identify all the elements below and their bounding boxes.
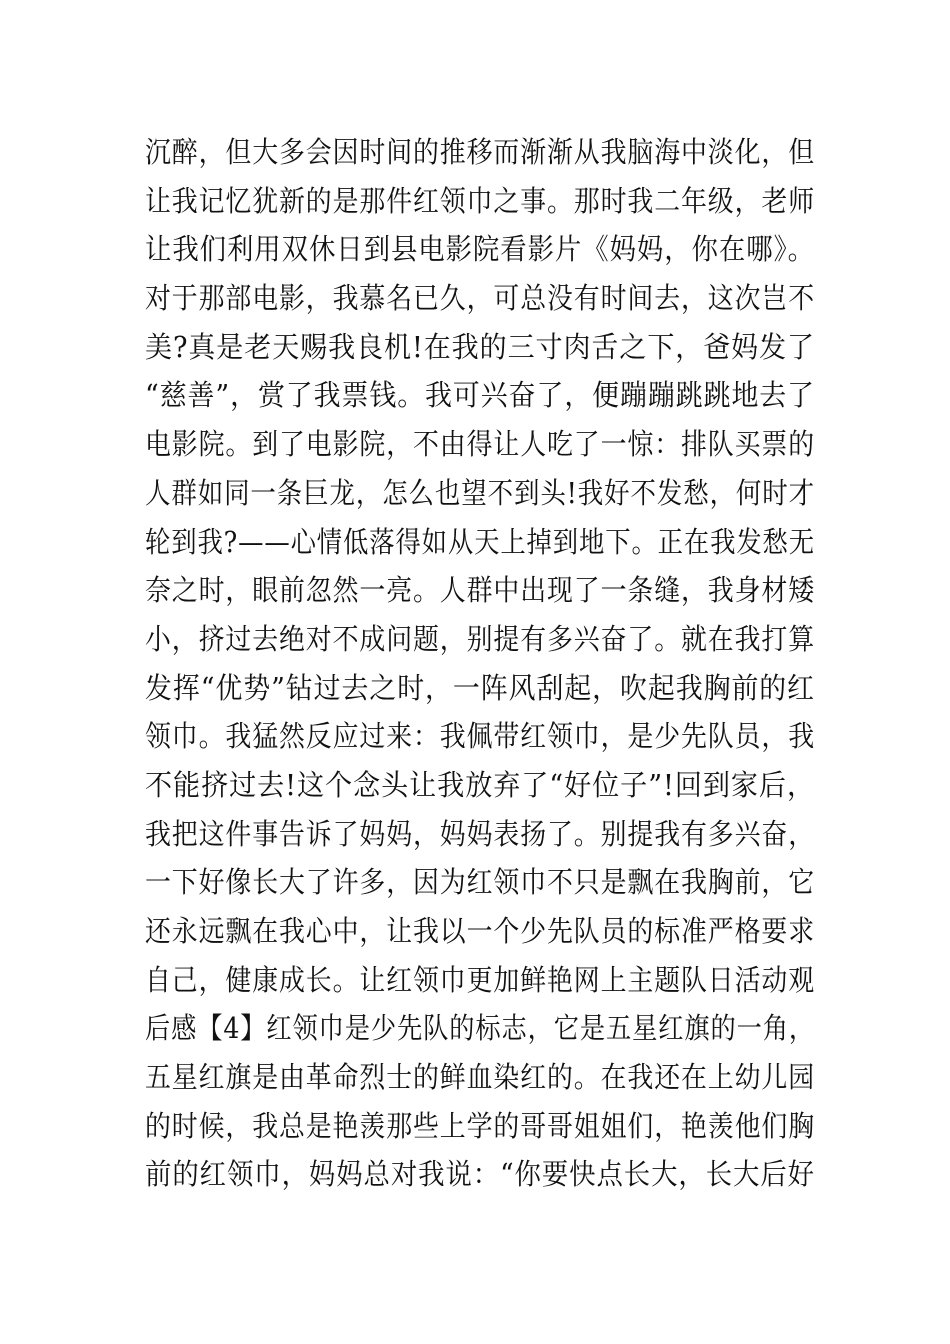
text-line: 前的红领巾，妈妈总对我说：“你要快点长大，长大后好 (145, 1157, 815, 1192)
text-line: 不能挤过去!这个念头让我放弃了“好位子”!回到家后， (145, 767, 815, 802)
text-line: 我把这件事告诉了妈妈，妈妈表扬了。别提我有多兴奋， (145, 816, 815, 851)
text-line: 奈之时，眼前忽然一亮。人群中出现了一条缝，我身材矮 (145, 573, 815, 608)
text-line: 对于那部电影，我慕名已久，可总没有时间去，这次岂不 (145, 281, 815, 316)
text-line: 轮到我?——心情低落得如从天上掉到地下。正在我发愁无 (145, 524, 815, 559)
text-line: “慈善”，赏了我票钱。我可兴奋了，便蹦蹦跳跳地去了 (145, 378, 815, 413)
text-line: 让我们利用双休日到县电影院看影片《妈妈，你在哪》。 (145, 232, 815, 267)
text-line: 让我记忆犹新的是那件红领巾之事。那时我二年级，老师 (145, 183, 815, 218)
text-line: 美?真是老天赐我良机!在我的三寸肉舌之下，爸妈发了 (145, 329, 815, 364)
text-line: 人群如同一条巨龙，怎么也望不到头!我好不发愁，何时才 (145, 475, 815, 510)
text-line: 领巾。我猛然反应过来：我佩带红领巾，是少先队员，我 (145, 719, 815, 754)
text-line: 一下好像长大了许多，因为红领巾不只是飘在我胸前，它 (145, 865, 815, 900)
text-line: 沉醉，但大多会因时间的推移而渐渐从我脑海中淡化，但 (145, 135, 815, 169)
text-line: 电影院。到了电影院，不由得让人吃了一惊：排队买票的 (145, 427, 815, 462)
text-line: 后感【4】红领巾是少先队的标志，它是五星红旗的一角， (145, 1011, 815, 1046)
text-line: 发挥“优势”钻过去之时，一阵风刮起，吹起我胸前的红 (145, 670, 815, 705)
text-line: 还永远飘在我心中，让我以一个少先队员的标准严格要求 (145, 914, 815, 948)
text-line: 自己，健康成长。让红领巾更加鲜艳网上主题队日活动观 (145, 962, 815, 997)
text-line: 的时候，我总是艳羡那些上学的哥哥姐姐们，艳羡他们胸 (145, 1108, 815, 1143)
text-line: 五星红旗是由革命烈士的鲜血染红的。在我还在上幼儿园 (145, 1060, 815, 1095)
body-text (145, 128, 815, 1199)
text-line: 小，挤过去绝对不成问题，别提有多兴奋了。就在我打算 (145, 621, 815, 656)
